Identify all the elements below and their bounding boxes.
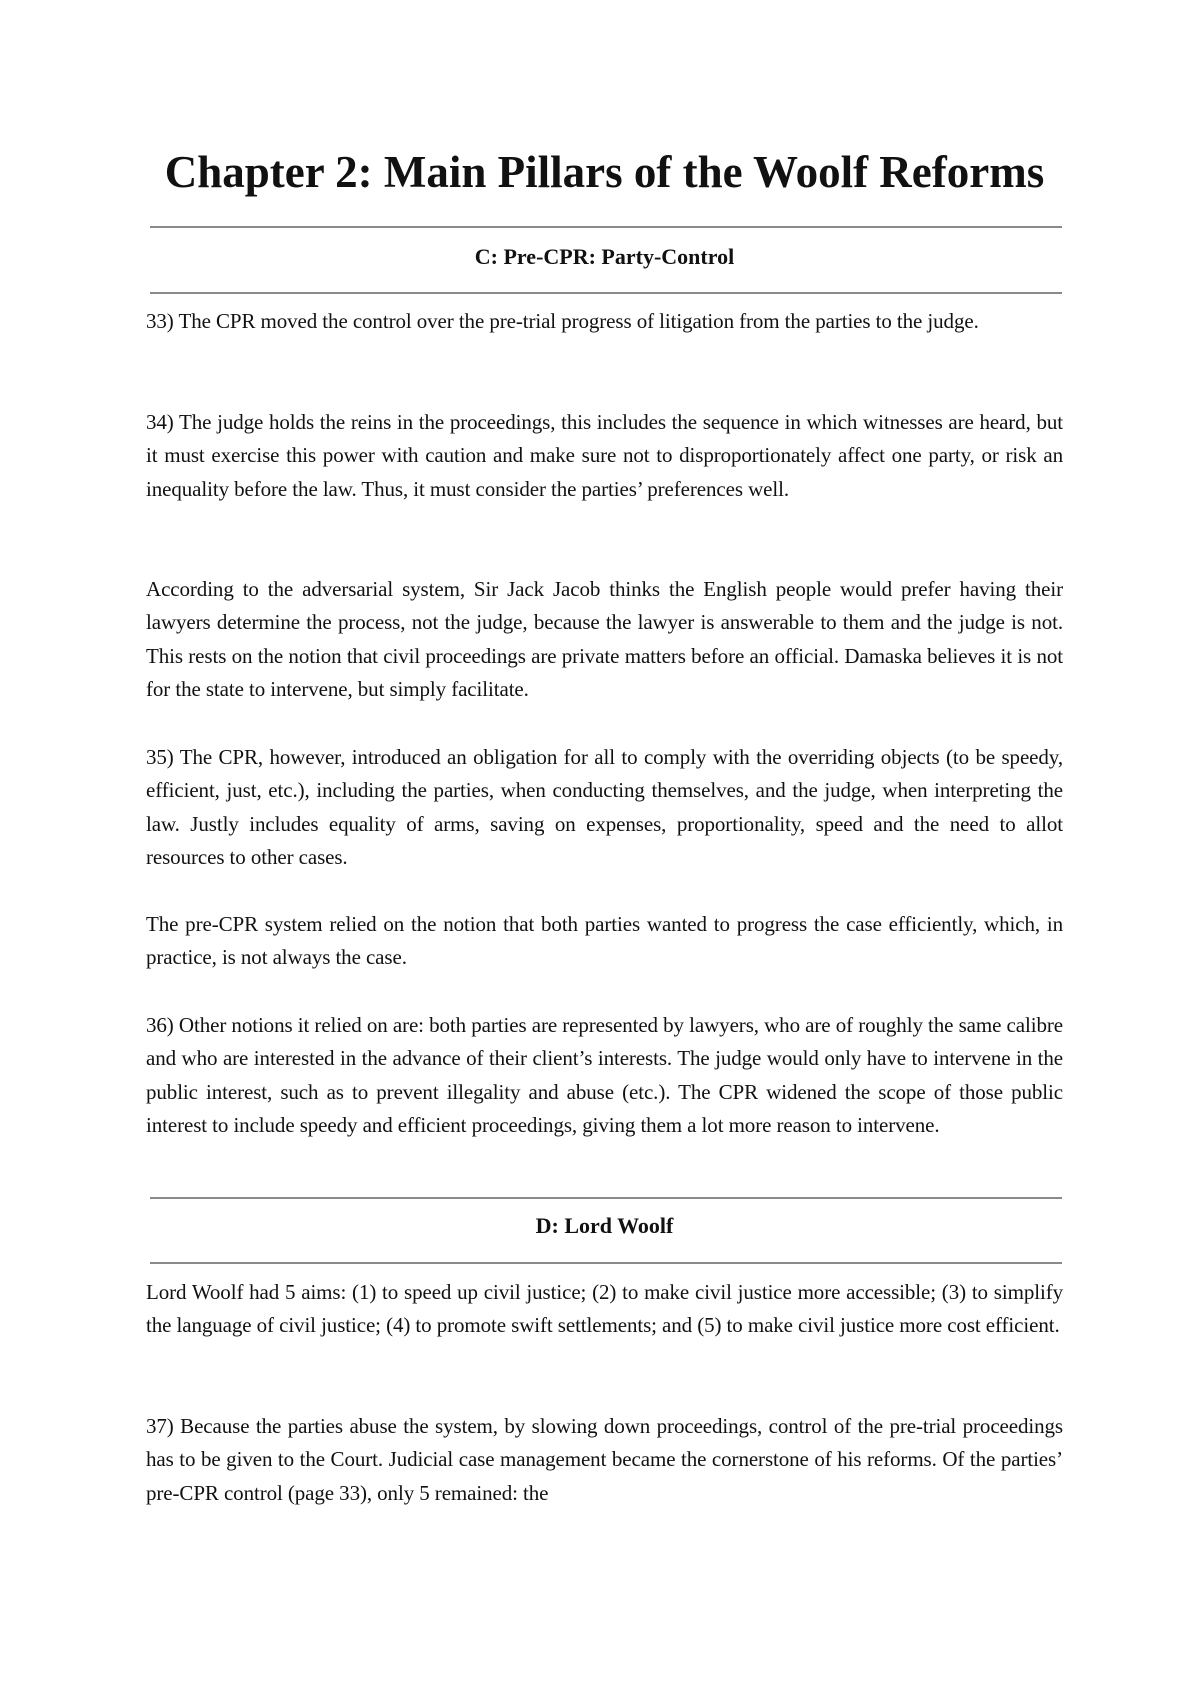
paragraph-36: 36) Other notions it relied on are: both parties are represented by lawyers, who are of roughly the same calibre and who are interested in the advance of their client’s interests. The judge would only have to intervene in the public interest, such as to prevent illegality and abuse (etc.). The CPR widened the scope of those public interest to include speedy and efficient proceedings, giving them a lot more reason to intervene.: [146, 1013, 1063, 1138]
divider: [150, 1262, 1062, 1264]
paragraph-34: 34) The judge holds the reins in the proceedings, this includes the sequence in which witnesses are heard, but it must exercise this power with caution and make sure not to disproportionately affect one party, or risk an inequality before the law. Thus, it must consider the parties’ preferences well.: [146, 410, 1063, 501]
paragraph-35: 35) The CPR, however, introduced an obligation for all to comply with the overriding objects (to be speedy, efficient, just, etc.), including the parties, when conducting themselves, and the judge, when interpreting the law. Justly includes equality of arms, saving on expenses, proportionality, speed and the need to allot resources to other cases.: [146, 745, 1063, 870]
divider: [150, 1197, 1062, 1199]
paragraph-woolf-aims: Lord Woolf had 5 aims: (1) to speed up civil justice; (2) to make civil justice more accessible; (3) to simplify the language of civil justice; (4) to promote swift settlements; and (5) to make civil justice more cost efficient.: [146, 1280, 1063, 1338]
divider: [150, 226, 1062, 228]
paragraph-33: 33) The CPR moved the control over the pre-trial progress of litigation from the parties to the judge.: [146, 309, 979, 333]
section-heading-d: D: Lord Woolf: [535, 1213, 674, 1238]
divider: [150, 292, 1062, 294]
section-heading-c: C: Pre-CPR: Party-Control: [474, 244, 735, 269]
paragraph-adversarial: According to the adversarial system, Sir Jack Jacob thinks the English people would prefer having their lawyers determine the process, not the judge, because the lawyer is answerable to them and the judge is not. This rests on the notion that civil proceedings are private matters before an official. Damaska believes it is not for the state to intervene, but simply facilitate.: [146, 577, 1063, 702]
chapter-title: Chapter 2: Main Pillars of the Woolf Reforms: [164, 147, 1045, 197]
paragraph-37: 37) Because the parties abuse the system, by slowing down proceedings, control of the pre-trial proceedings has to be given to the Court. Judicial case management became the cornerstone of his reforms. Of the parties’ pre-CPR control (page 33), only 5 remained: the: [146, 1414, 1063, 1505]
paragraph-pre-cpr: The pre-CPR system relied on the notion that both parties wanted to progress the case efficiently, which, in practice, is not always the case.: [146, 912, 1063, 970]
